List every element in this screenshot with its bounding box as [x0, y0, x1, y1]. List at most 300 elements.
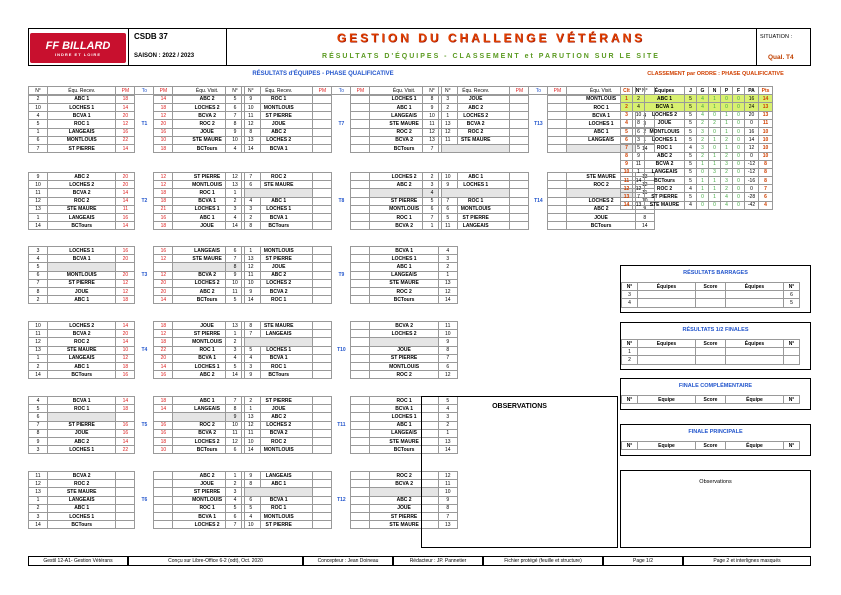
match-row	[423, 222, 655, 230]
pm-away[interactable]	[351, 271, 370, 279]
pm-home[interactable]: 20	[116, 330, 135, 338]
pm-home[interactable]	[510, 128, 529, 136]
pm-home[interactable]	[510, 205, 529, 213]
pm-away[interactable]	[351, 371, 370, 379]
pm-home[interactable]	[510, 120, 529, 128]
pm-away[interactable]: 10	[154, 446, 173, 454]
pm-home[interactable]: 16	[116, 421, 135, 429]
pm-away[interactable]	[351, 296, 370, 304]
pm-home[interactable]	[510, 95, 529, 103]
pm-away[interactable]	[351, 488, 370, 496]
pm-home[interactable]	[313, 128, 332, 136]
pm-away[interactable]	[548, 144, 567, 152]
pm-away[interactable]	[351, 480, 370, 488]
footer-cell: Gestil 12-A1- Gestion Vétérans	[28, 556, 128, 566]
pm-away[interactable]: 20	[154, 354, 173, 362]
pm-home[interactable]	[313, 213, 332, 221]
pm-home[interactable]	[510, 112, 529, 120]
pm-away[interactable]: 18	[154, 322, 173, 330]
pm-away[interactable]	[351, 189, 370, 197]
pm-away[interactable]	[548, 136, 567, 144]
team-away: ST PIERRE	[370, 354, 438, 362]
pa: -42	[745, 201, 759, 209]
num-away: 3	[438, 95, 457, 103]
result-cell[interactable]	[638, 299, 696, 307]
observations-small-box[interactable]	[620, 470, 811, 548]
team-home: STE MAURE	[48, 346, 116, 354]
result-cell[interactable]	[696, 299, 726, 307]
num-away: 12	[635, 181, 654, 189]
num-away: 2	[438, 421, 457, 429]
pm-away[interactable]: 18	[154, 222, 173, 230]
col-header: PM	[510, 87, 529, 95]
header-cell: N°	[784, 340, 800, 348]
num-home: 14	[29, 521, 48, 529]
pm-away[interactable]	[351, 330, 370, 338]
pm-away[interactable]	[351, 112, 370, 120]
pm-home[interactable]	[510, 222, 529, 230]
pm-home[interactable]: 10	[116, 346, 135, 354]
pm-home[interactable]	[313, 271, 332, 279]
pm-away[interactable]	[154, 512, 173, 520]
pm-home[interactable]	[313, 189, 332, 197]
team-away: ROC 2	[567, 181, 635, 189]
pm-away[interactable]	[351, 95, 370, 103]
pm-home[interactable]	[313, 296, 332, 304]
team-home: BCVA 2	[442, 120, 510, 128]
pm-away[interactable]	[351, 362, 370, 370]
pm-home[interactable]: 20	[116, 255, 135, 263]
pm-home[interactable]	[313, 279, 332, 287]
pm-away[interactable]	[351, 338, 370, 346]
pm-home[interactable]: 18	[116, 362, 135, 370]
team-away: JOUE	[567, 213, 635, 221]
result-cell[interactable]	[638, 348, 696, 356]
num-away: 8	[241, 128, 260, 136]
pm-home[interactable]	[313, 472, 332, 480]
pm-home[interactable]	[313, 362, 332, 370]
pm-away[interactable]	[548, 95, 567, 103]
pm-away[interactable]	[154, 504, 173, 512]
pm-away[interactable]: 18	[154, 103, 173, 111]
pm-away[interactable]	[351, 181, 370, 189]
team-away: ABC 1	[173, 397, 241, 405]
pm-home[interactable]	[510, 189, 529, 197]
pm-home[interactable]	[313, 496, 332, 504]
pm-away[interactable]	[351, 173, 370, 181]
result-cell[interactable]	[638, 291, 696, 299]
pm-home[interactable]	[313, 446, 332, 454]
pm-home[interactable]: 12	[116, 279, 135, 287]
pm-home[interactable]	[313, 338, 332, 346]
col-header: N°	[635, 87, 654, 95]
result-cell[interactable]: 1	[622, 348, 638, 356]
pm-home[interactable]	[510, 173, 529, 181]
pm-home[interactable]: 20	[116, 181, 135, 189]
pm-home[interactable]: 12	[116, 354, 135, 362]
pm-away[interactable]	[154, 263, 173, 271]
pm-away[interactable]: 16	[154, 429, 173, 437]
pm-home[interactable]	[313, 488, 332, 496]
demi-table	[621, 339, 800, 365]
pm-home[interactable]	[313, 371, 332, 379]
pm-away[interactable]	[154, 413, 173, 421]
forfeit: 0	[733, 111, 745, 119]
pm-home[interactable]	[116, 472, 135, 480]
team-away: JOUE	[370, 346, 438, 354]
pm-home[interactable]: 16	[116, 429, 135, 437]
pm-home[interactable]: 16	[116, 213, 135, 221]
pm-home[interactable]	[116, 496, 135, 504]
team-home: MONTLOUIS	[245, 247, 313, 255]
pm-away[interactable]	[351, 322, 370, 330]
pm-away[interactable]	[548, 120, 567, 128]
pm-away[interactable]: 16	[154, 371, 173, 379]
result-cell[interactable]: 4	[622, 299, 638, 307]
pm-away[interactable]	[548, 173, 567, 181]
team-name: MONTLOUIS	[645, 127, 685, 135]
pm-home[interactable]: 14	[116, 144, 135, 152]
pm-home[interactable]	[313, 512, 332, 520]
pm-away[interactable]	[154, 521, 173, 529]
pm-home[interactable]	[313, 354, 332, 362]
pm-home[interactable]	[313, 346, 332, 354]
team-away: LOCHES 1	[567, 120, 635, 128]
pm-away[interactable]: 14	[154, 405, 173, 413]
pm-away[interactable]	[351, 103, 370, 111]
pm-away[interactable]	[351, 354, 370, 362]
pm-home[interactable]	[313, 120, 332, 128]
pm-away[interactable]: 12	[154, 330, 173, 338]
pm-away[interactable]: 20	[154, 287, 173, 295]
draw: 1	[709, 95, 721, 103]
pm-home[interactable]	[116, 504, 135, 512]
pm-away[interactable]	[351, 437, 370, 445]
pm-away[interactable]: 18	[154, 437, 173, 445]
pm-away[interactable]	[548, 128, 567, 136]
team-away: ABC 1	[173, 213, 241, 221]
match-row	[226, 263, 458, 271]
pm-away[interactable]	[351, 413, 370, 421]
pm-home[interactable]: 11	[116, 205, 135, 213]
pm-home[interactable]: 14	[116, 338, 135, 346]
result-cell[interactable]	[726, 348, 784, 356]
result-cell[interactable]	[726, 356, 784, 364]
team-home: BCVA 1	[245, 144, 313, 152]
result-cell[interactable]: 3	[622, 291, 638, 299]
pm-away[interactable]: 18	[154, 144, 173, 152]
pm-away[interactable]: 16	[154, 247, 173, 255]
team-home: ROC 1	[48, 405, 116, 413]
team-home: BCVA 1	[48, 255, 116, 263]
num-away: 8	[241, 480, 260, 488]
pm-home[interactable]	[313, 247, 332, 255]
pm-away[interactable]	[351, 255, 370, 263]
pa: -12	[745, 168, 759, 176]
pm-home[interactable]: 14	[116, 103, 135, 111]
pm-home[interactable]	[510, 144, 529, 152]
team-away: LOCHES 2	[370, 173, 438, 181]
pm-away[interactable]	[548, 222, 567, 230]
num-home: 7	[423, 144, 442, 152]
pm-away[interactable]	[351, 504, 370, 512]
pm-away[interactable]: 12	[154, 173, 173, 181]
points: 10	[759, 127, 773, 135]
num-home: 7	[423, 213, 442, 221]
pm-home[interactable]	[510, 197, 529, 205]
pm-away[interactable]: 20	[154, 279, 173, 287]
pm-away[interactable]	[351, 287, 370, 295]
pm-home[interactable]	[313, 255, 332, 263]
pm-away[interactable]	[351, 512, 370, 520]
pm-away[interactable]: 18	[154, 338, 173, 346]
tour	[529, 205, 548, 213]
pm-away[interactable]: 21	[154, 205, 173, 213]
pm-away[interactable]	[351, 197, 370, 205]
pm-home[interactable]	[510, 103, 529, 111]
draw: 1	[709, 160, 721, 168]
ff-billard-logo: FF BILLARD INDRE ET LOIRE	[30, 33, 126, 63]
pm-home[interactable]	[313, 205, 332, 213]
pm-home[interactable]: 12	[116, 287, 135, 295]
pm-home[interactable]: 12	[116, 120, 135, 128]
pm-home[interactable]: 14	[116, 189, 135, 197]
pm-home[interactable]: 16	[116, 128, 135, 136]
result-cell[interactable]	[726, 299, 784, 307]
tour	[332, 354, 351, 362]
result-row	[622, 356, 800, 364]
num-home: 9	[226, 413, 245, 421]
pm-home[interactable]	[116, 521, 135, 529]
num-home: 13	[226, 322, 245, 330]
pm-home[interactable]	[116, 263, 135, 271]
num-home: 6	[226, 247, 245, 255]
tour	[135, 112, 154, 120]
pm-away[interactable]	[351, 263, 370, 271]
num-away: 13	[438, 120, 457, 128]
pm-away[interactable]: 14	[154, 296, 173, 304]
pm-home[interactable]: 20	[116, 173, 135, 181]
pm-away[interactable]	[548, 103, 567, 111]
pm-away[interactable]	[351, 446, 370, 454]
pm-home[interactable]	[313, 405, 332, 413]
pm-home[interactable]	[313, 429, 332, 437]
pm-away[interactable]	[548, 213, 567, 221]
pm-home[interactable]	[510, 213, 529, 221]
team-home	[442, 189, 510, 197]
col-header: PM	[313, 87, 332, 95]
pm-away[interactable]	[548, 189, 567, 197]
forfeit: 0	[733, 201, 745, 209]
pm-home[interactable]	[313, 397, 332, 405]
team-away	[370, 338, 438, 346]
pm-home[interactable]: 18	[116, 296, 135, 304]
pm-home[interactable]	[313, 222, 332, 230]
pm-away[interactable]: 10	[154, 136, 173, 144]
pm-away[interactable]: 18	[154, 197, 173, 205]
pm-away[interactable]: 22	[154, 346, 173, 354]
col-header: PM	[548, 87, 567, 95]
barrages-box	[620, 265, 811, 313]
pm-away[interactable]: 18	[154, 397, 173, 405]
pm-home[interactable]	[313, 421, 332, 429]
result-cell[interactable]	[726, 291, 784, 299]
pm-away[interactable]	[154, 472, 173, 480]
num-away: 5	[438, 397, 457, 405]
pm-home[interactable]	[116, 480, 135, 488]
pm-away[interactable]	[351, 521, 370, 529]
pm-home[interactable]	[313, 173, 332, 181]
pm-away[interactable]: 20	[154, 120, 173, 128]
pm-away[interactable]	[351, 405, 370, 413]
pm-away[interactable]	[351, 472, 370, 480]
result-cell[interactable]	[638, 356, 696, 364]
pm-home[interactable]	[313, 144, 332, 152]
team-away: BCVA 1	[173, 354, 241, 362]
pm-away[interactable]	[351, 247, 370, 255]
team-away: STE MAURE	[173, 136, 241, 144]
match-row	[226, 354, 458, 362]
pm-home[interactable]	[313, 136, 332, 144]
pm-home[interactable]: 20	[116, 112, 135, 120]
pm-home[interactable]: 14	[116, 322, 135, 330]
team-away: LOCHES 2	[370, 330, 438, 338]
result-cell[interactable]	[696, 356, 726, 364]
team-num: 8	[633, 119, 645, 127]
pm-away[interactable]: 12	[154, 255, 173, 263]
rank: 9	[621, 160, 633, 168]
result-cell[interactable]: 5	[784, 299, 800, 307]
pm-away[interactable]	[548, 205, 567, 213]
tour	[332, 112, 351, 120]
pm-away[interactable]	[548, 181, 567, 189]
pm-away[interactable]	[351, 421, 370, 429]
pm-home[interactable]	[313, 437, 332, 445]
pm-home[interactable]: 16	[116, 371, 135, 379]
pm-away[interactable]: 14	[154, 95, 173, 103]
pm-home[interactable]	[313, 263, 332, 271]
col-header: Équ. Recev.	[48, 87, 116, 95]
header-cell: Équipes	[726, 340, 784, 348]
pm-home[interactable]	[510, 181, 529, 189]
pm-away[interactable]	[351, 136, 370, 144]
pm-home[interactable]	[116, 413, 135, 421]
pm-away[interactable]: 16	[154, 421, 173, 429]
num-away: 13	[241, 255, 260, 263]
pm-away[interactable]	[351, 397, 370, 405]
pm-home[interactable]	[313, 322, 332, 330]
pm-away[interactable]: 12	[154, 271, 173, 279]
header-cell: N°	[622, 283, 638, 291]
pm-away[interactable]	[154, 488, 173, 496]
result-cell[interactable]: 2	[622, 356, 638, 364]
pm-home[interactable]: 20	[116, 271, 135, 279]
team-away: BCVA 2	[370, 480, 438, 488]
num-home: 12	[29, 480, 48, 488]
pm-home[interactable]: 14	[116, 197, 135, 205]
pm-home[interactable]	[116, 512, 135, 520]
pm-home[interactable]: 14	[116, 437, 135, 445]
pm-home[interactable]	[313, 197, 332, 205]
team-home: ABC 1	[48, 296, 116, 304]
pm-home[interactable]: 14	[116, 222, 135, 230]
pm-home[interactable]	[313, 521, 332, 529]
pm-away[interactable]	[351, 222, 370, 230]
pm-away[interactable]	[351, 429, 370, 437]
pm-home[interactable]: 18	[116, 95, 135, 103]
col-header: Équ. Recev.	[245, 87, 313, 95]
tour	[332, 437, 351, 445]
principale-box	[620, 424, 811, 456]
pm-away[interactable]	[351, 144, 370, 152]
team-away: BCVA 1	[370, 247, 438, 255]
pm-away[interactable]	[548, 197, 567, 205]
pm-home[interactable]	[313, 103, 332, 111]
pm-home[interactable]: 18	[116, 405, 135, 413]
pm-home[interactable]	[313, 95, 332, 103]
team-home: STE MAURE	[48, 488, 116, 496]
tour	[135, 413, 154, 421]
result-cell[interactable]	[696, 291, 726, 299]
pm-home[interactable]	[313, 330, 332, 338]
pm-away[interactable]	[351, 120, 370, 128]
lost: 1	[721, 144, 733, 152]
pm-away[interactable]	[351, 279, 370, 287]
pm-home[interactable]	[510, 136, 529, 144]
pm-away[interactable]: 16	[154, 128, 173, 136]
result-cell[interactable]	[784, 348, 800, 356]
team-away: ROC 1	[370, 213, 438, 221]
pm-away[interactable]	[351, 346, 370, 354]
result-cell[interactable]	[696, 348, 726, 356]
forfeit: 0	[733, 103, 745, 111]
pm-away[interactable]	[154, 480, 173, 488]
tour: T12	[337, 497, 346, 504]
pm-away[interactable]	[351, 213, 370, 221]
pm-away[interactable]: 12	[154, 112, 173, 120]
pm-away[interactable]: 12	[154, 181, 173, 189]
pm-home[interactable]	[313, 287, 332, 295]
match-row	[423, 213, 655, 221]
observations-box[interactable]	[421, 396, 618, 548]
pm-away[interactable]: 14	[154, 362, 173, 370]
pm-home[interactable]	[313, 181, 332, 189]
pm-home[interactable]: 22	[116, 446, 135, 454]
pm-home[interactable]: 22	[116, 136, 135, 144]
result-cell[interactable]	[784, 356, 800, 364]
team-home: STE MAURE	[48, 205, 116, 213]
pm-home[interactable]: 16	[116, 247, 135, 255]
pm-home[interactable]	[116, 488, 135, 496]
pm-home[interactable]	[313, 413, 332, 421]
pm-away[interactable]: 18	[154, 189, 173, 197]
pm-home[interactable]	[313, 480, 332, 488]
pm-away[interactable]	[351, 205, 370, 213]
pm-home[interactable]	[313, 504, 332, 512]
team-home: ABC 1	[245, 480, 313, 488]
pm-home[interactable]: 14	[116, 397, 135, 405]
pm-home[interactable]	[313, 112, 332, 120]
pm-away[interactable]	[548, 112, 567, 120]
pm-away[interactable]	[351, 496, 370, 504]
result-cell[interactable]: 6	[784, 291, 800, 299]
pm-away[interactable]	[351, 128, 370, 136]
pm-away[interactable]: 16	[154, 213, 173, 221]
num-away: 2	[635, 128, 654, 136]
team-home: ROC 1	[245, 362, 313, 370]
pm-away[interactable]	[154, 496, 173, 504]
pa: 0	[745, 119, 759, 127]
